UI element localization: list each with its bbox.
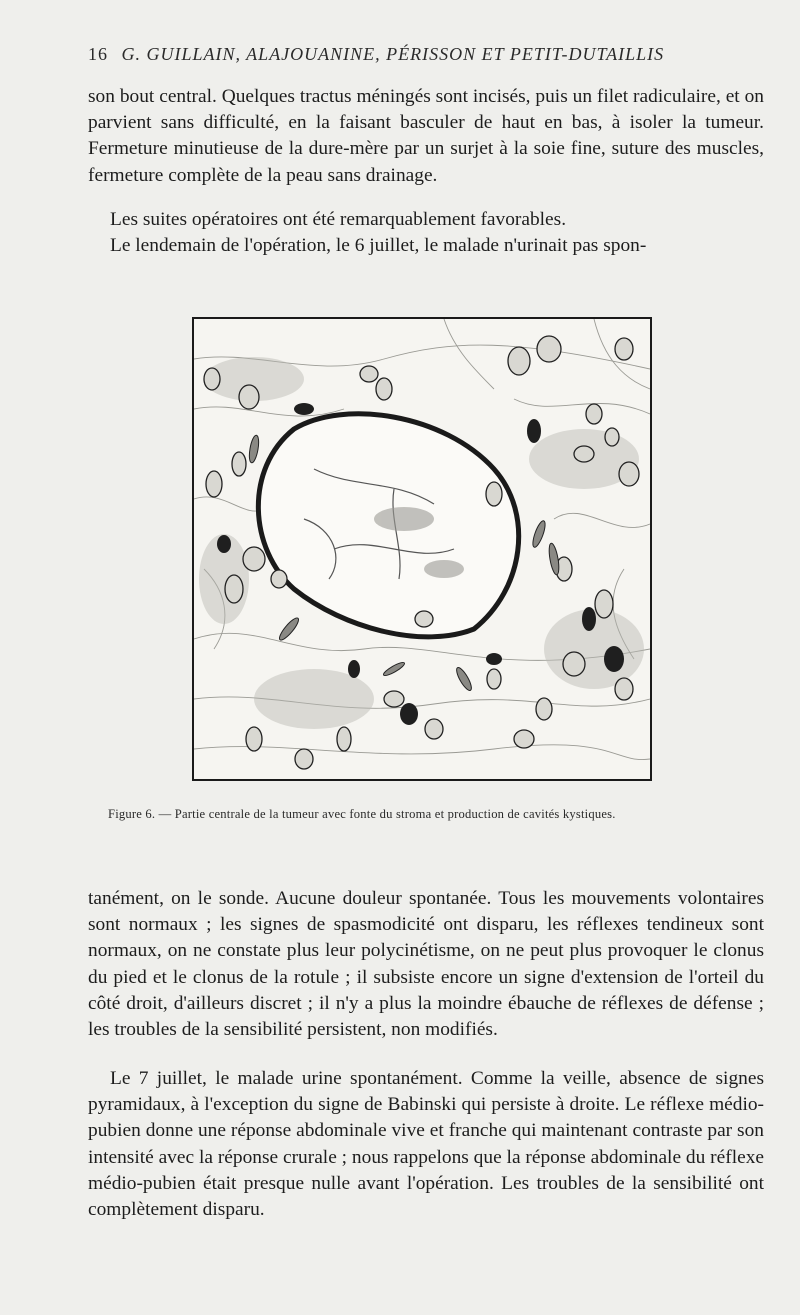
paragraph-4: tanément, on le sonde. Aucune douleur spontanée. Tous les mouvements volontaires sont normaux ; les signes de spasmodicité ont disparu, les réflexes tendineux sont normaux, on ne constate plus leur polycinétisme, on ne peut plus provoquer le clonus du pied et le clonus de la rotule ; il subsiste encore un signe d'extension de l'orteil du côté droit, d'ailleurs discret ; il n'y a plus la moindre ébauche de réflexes de défense ; les troubles de la sensibilité persistent, non modifiés. xyxy=(88,888,764,1041)
paragraph-3: Le lendemain de l'opération, le 6 juillet, le malade n'urinait pas spon- xyxy=(110,235,647,256)
paragraph-1: son bout central. Quelques tractus méningés sont incisés, puis un filet radiculaire, et on parvient sans difficulté, en la faisant basculer de haut en bas, à isoler la tumeur. Fermeture minutieuse de la dure-mère par un surjet à la soie fine, suture des muscles, fermeture complète de la peau sans drainage. xyxy=(88,86,764,186)
paragraph-5: Le 7 juillet, le malade urine spontanément. Comme la veille, absence de signes pyramidaux, à l'exception du signe de Babinski qui persiste à droite. Le réflexe médio-pubien donne une réponse abdominale vive et franche qui maintenant contraste par son intensité avec la réponse crurale ; nous rappelons que la réponse abdominale du réflexe médio-pubien était presque nulle avant l'opération. Les troubles de la sensibilité ont complètement disparu. xyxy=(88,1068,764,1221)
figure-caption: Figure 6. — Partie centrale de la tumeur avec fonte du stroma et production de cavités kystiques. xyxy=(108,807,616,821)
histology-figure xyxy=(192,317,652,781)
histology-drawing xyxy=(194,319,650,779)
page-number: 16 xyxy=(88,44,108,64)
running-head-authors: G. GUILLAIN, ALAJOUANINE, PÉRISSON ET PETIT-DUTAILLIS xyxy=(121,44,665,64)
running-header xyxy=(88,44,768,65)
paragraph-2: Les suites opératoires ont été remarquablement favorables. xyxy=(110,209,567,230)
